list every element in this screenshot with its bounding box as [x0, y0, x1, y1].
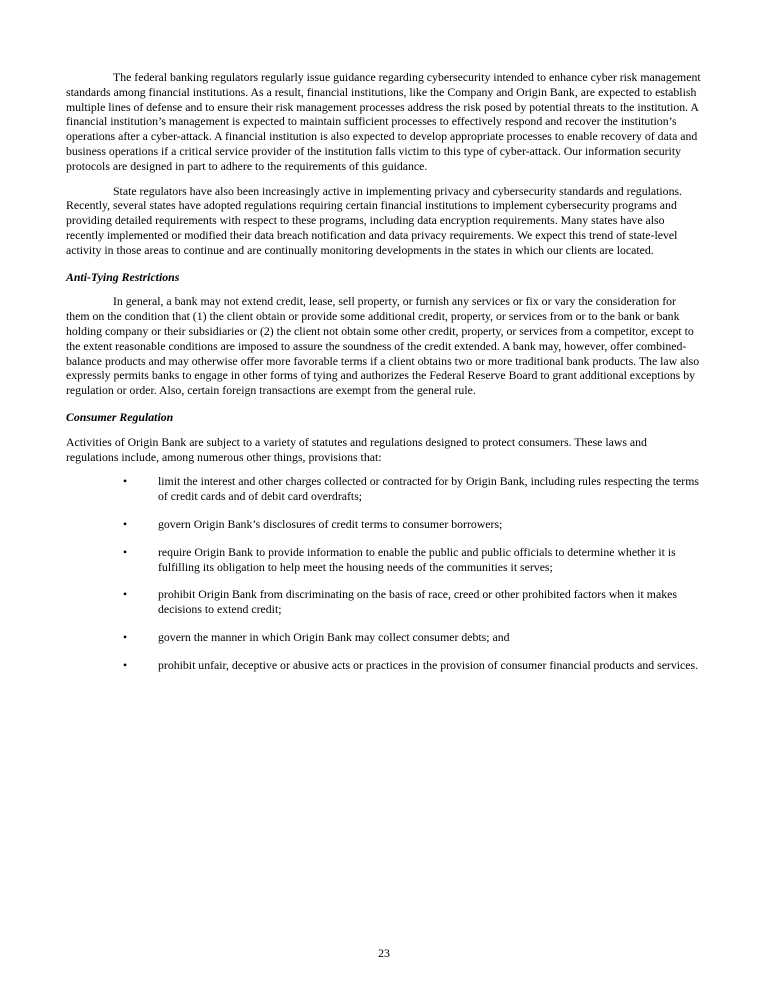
bullet-text: govern the manner in which Origin Bank may collect consumer debts; and: [158, 629, 510, 644]
bullet-icon: •: [123, 474, 128, 489]
bullet-item-unfair-practices: [66, 658, 702, 673]
heading-consumer-regulation: Consumer Regulation: [66, 409, 174, 424]
bullet-item-housing-information: [66, 545, 702, 575]
bullet-icon: •: [123, 657, 128, 672]
paragraph-federal-guidance: The federal banking regulators regularly issue guidance regarding cybersecurity intended to enhance cyber risk management standards among financial institutions. As a result, financial institutions, like the Company and Origin Bank, are expected to establish multiple lines of defense and to ensure their risk management processes address the risk posed by potential threats to the institution. A financial institution’s management is expected to maintain sufficient processes to effectively respond and recover the institution’s operations after a cyber-attack. A financial institution is also expected to develop appropriate processes to enable recovery of data and business operations if a critical service provider of the institution falls victim to this type of cyber-attack. Our information security protocols are designed in part to adhere to the requirements of this guidance.: [66, 70, 701, 173]
bullet-text: prohibit unfair, deceptive or abusive acts or practices in the provision of consumer financial products and services.: [158, 657, 699, 672]
bullet-item-credit-disclosures: [66, 517, 702, 532]
bullet-text: govern Origin Bank’s disclosures of credit terms to consumer borrowers;: [158, 516, 503, 531]
bullet-icon: •: [123, 587, 128, 602]
heading-anti-tying-restrictions: Anti-Tying Restrictions: [66, 269, 180, 284]
bullet-item-limit-charges: [66, 474, 702, 504]
bullet-item-debt-collection: [66, 630, 702, 645]
consumer-regulation-bullet-list: [66, 474, 702, 672]
bullet-item-discrimination-prohibition: [66, 587, 702, 617]
bullet-icon: •: [123, 629, 128, 644]
bullet-text: require Origin Bank to provide information to enable the public and public officials to determine whether it is fulfilling its obligation to help meet the housing needs of the communities it serves;: [158, 544, 676, 574]
bullet-text: prohibit Origin Bank from discriminating on the basis of race, creed or other prohibited factors when it makes decisions to extend credit;: [158, 587, 677, 617]
bullet-icon: •: [123, 544, 128, 559]
bullet-text: limit the interest and other charges collected or contracted for by Origin Bank, including rules respecting the terms of credit cards and of debit card overdrafts;: [158, 474, 699, 504]
paragraph-state-regulators: State regulators have also been increasingly active in implementing privacy and cybersecurity standards and regulations. Recently, several states have adopted regulations requiring certain financial institutions to implement cybersecurity programs and providing detailed requirements with respect to these programs, including data encryption requirements. Many states have also recently implemented or modified their data breach notification and data privacy requirements. We expect this trend of state-level activity in those areas to continue and are continually monitoring developments in the states in which our clients are located.: [66, 183, 683, 257]
page-footer: [0, 946, 768, 961]
paragraph-anti-tying: In general, a bank may not extend credit, lease, sell property, or furnish any services or fix or vary the consideration for them on the condition that (1) the client obtain or provide some additional credit, property, or services from or to the bank or bank holding company or their subsidiaries or (2) the client not obtain some other credit, property, or services from a competitor, except to the extent reasonable conditions are imposed to assure the soundness of the credit extended. A bank may, however, offer combined-balance products and may otherwise offer more favorable terms if a client obtains two or more traditional bank products. The law also expressly permits banks to engage in other forms of tying and authorizes the Federal Reserve Board to grant additional exceptions by regulation or order. Also, certain foreign transactions are exempt from the general rule.: [66, 294, 700, 398]
page-number: 23: [378, 946, 390, 960]
page-content: [66, 70, 702, 686]
bullet-icon: •: [123, 516, 128, 531]
paragraph-consumer-intro: Activities of Origin Bank are subject to a variety of statutes and regulations designed to protect consumers. These laws and regulations include, among numerous other things, provisions that:: [66, 434, 647, 464]
